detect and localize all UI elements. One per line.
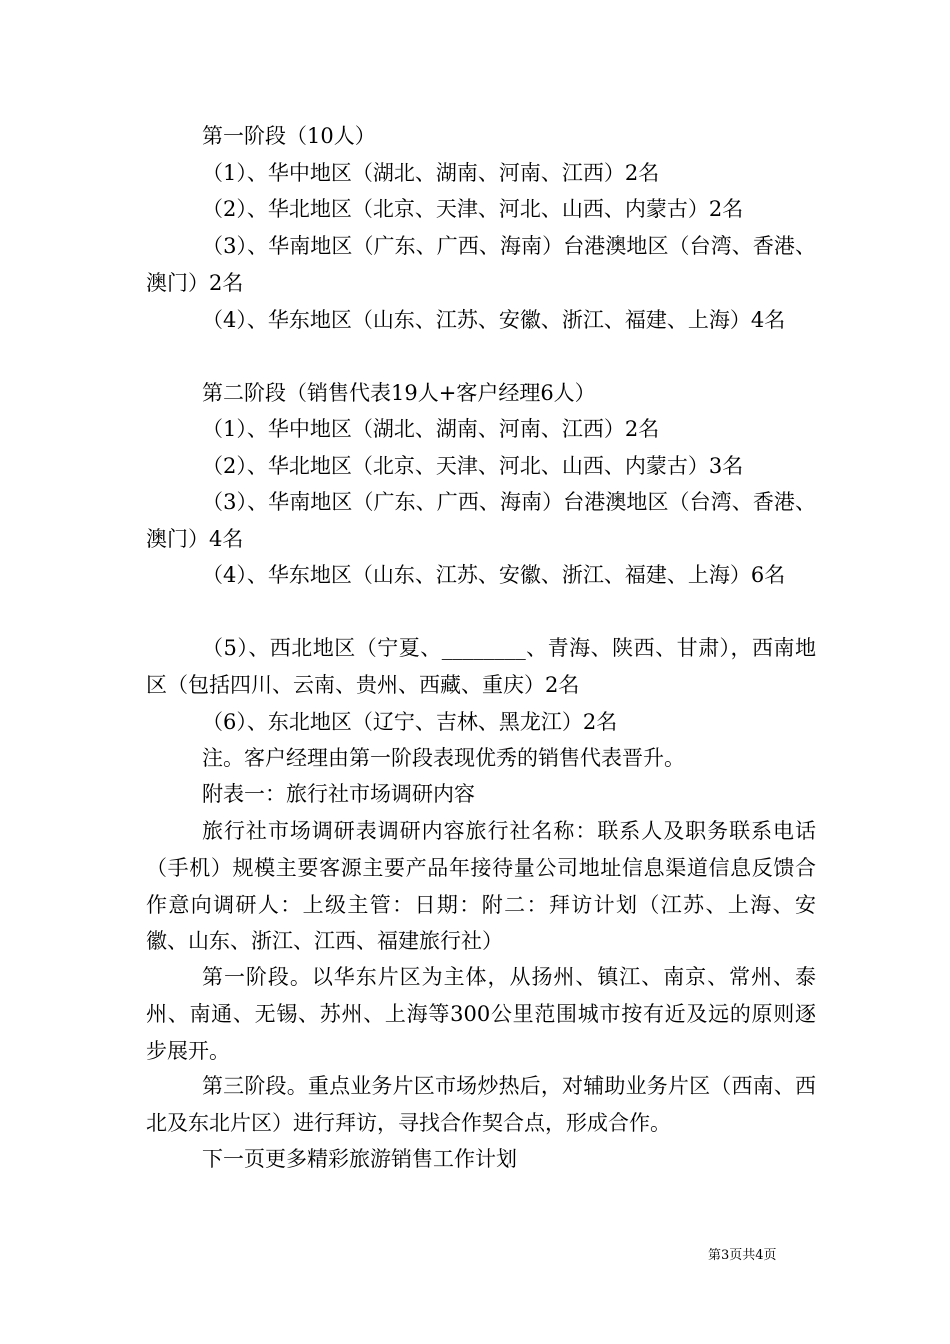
stage-1-item-4: （4）、华东地区（山东、江苏、安徽、浙江、福建、上海）4名 — [202, 308, 786, 332]
stage-2-item-3: （3）、华南地区（广东、广西、海南）台港澳地区（台湾、香港、澳门）4名 — [146, 490, 816, 551]
stage-2-item-2: （2）、华北地区（北京、天津、河北、山西、内蒙古）3名 — [202, 454, 744, 478]
stage-1-heading: 第一阶段（10人） — [202, 124, 376, 148]
page-number-label: 第3页共4页 — [708, 1248, 777, 1263]
stage-1-item-1: （1）、华中地区（湖北、湖南、河南、江西）2名 — [202, 161, 660, 185]
visit-stage-1-paragraph: 第一阶段。以华东片区为主体，从扬州、镇江、南京、常州、泰州、南通、无锡、苏州、上海等300公里范围城市按有近及远的原则逐步展开。 — [146, 965, 816, 1063]
stage-2-item-6: （6）、东北地区（辽宁、吉林、黑龙江）2名 — [202, 710, 618, 734]
stage-1-item-3: （3）、华南地区（广东、广西、海南）台港澳地区（台湾、香港、澳门）2名 — [146, 234, 816, 295]
stage-2-item-1: （1）、华中地区（湖北、湖南、河南、江西）2名 — [202, 417, 660, 441]
stage-2-item-4: （4）、华东地区（山东、江苏、安徽、浙江、福建、上海）6名 — [202, 563, 786, 587]
next-page-link[interactable]: 下一页更多精彩旅游销售工作计划 — [202, 1147, 517, 1171]
survey-content-paragraph: 旅行社市场调研表调研内容旅行社名称：联系人及职务联系电话（手机）规模主要客源主要产品年接待量公司地址信息渠道信息反馈合作意向调研人：上级主管：日期：附二：拜访计划（江苏、上海、安徽、山东、浙江、江西、福建旅行社） — [146, 819, 816, 954]
appendix-1-heading: 附表一：旅行社市场调研内容 — [202, 782, 475, 806]
page-number-footer — [708, 1248, 777, 1264]
stage-2-item-5: （5）、西北地区（宁夏、________、青海、陕西、甘肃），西南地区（包括四川、云南、贵州、西藏、重庆）2名 — [146, 636, 816, 697]
stage-2-heading: 第二阶段（销售代表19人+客户经理6人） — [202, 381, 596, 405]
stage-1-item-2: （2）、华北地区（北京、天津、河北、山西、内蒙古）2名 — [202, 197, 744, 221]
visit-stage-3-paragraph: 第三阶段。重点业务片区市场炒热后，对辅助业务片区（西南、西北及东北片区）进行拜访，寻找合作契合点，形成合作。 — [146, 1074, 816, 1135]
note-paragraph: 注。客户经理由第一阶段表现优秀的销售代表晋升。 — [202, 746, 685, 770]
